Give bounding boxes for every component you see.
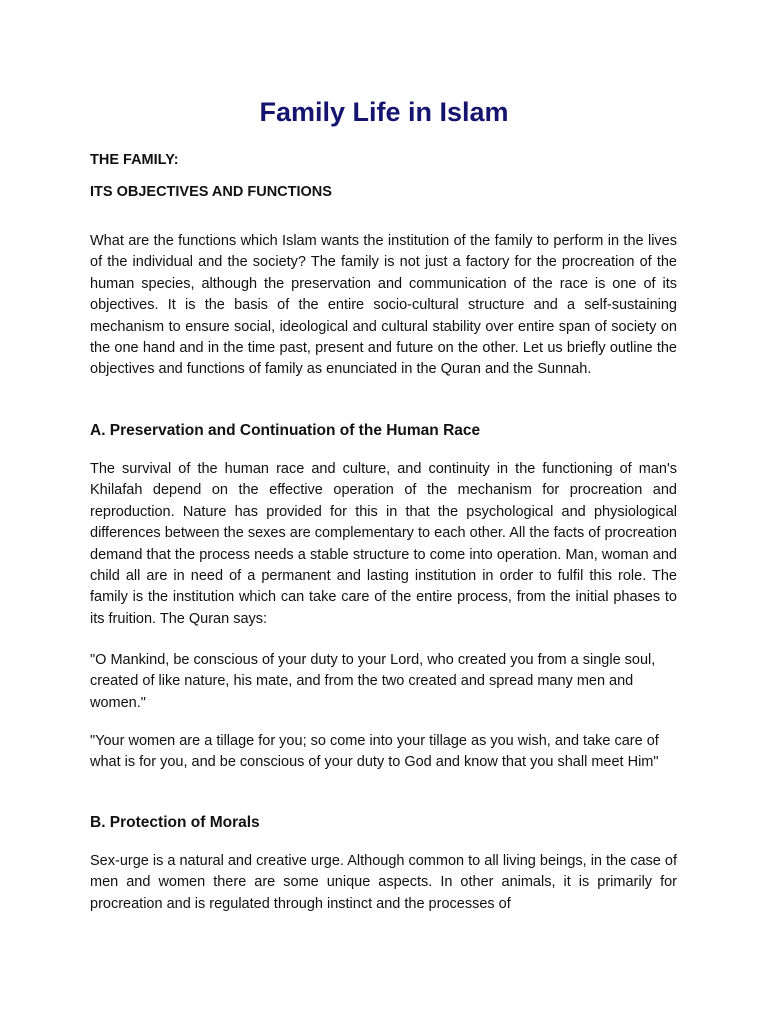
section-a-paragraph: The survival of the human race and culture, and continuity in the functioning of man's Khilafah depend on the effective operation of the mechanism for procreation and reproduction. Nature has provided for this in that the psychological and physiological differences between the sexes are complementary to each other. All the facts of procreation demand that the process needs a stable structure to come into operation. Man, woman and child all are in need of a permanent and lasting institution in order to fulfil this role. The family is the institution which can take care of the entire process, from the initial phases to its fruition. The Quran says: bbox=[90, 461, 677, 627]
section-a-heading: A. Preservation and Continuation of the Human Race bbox=[90, 422, 481, 439]
subheading-objectives: ITS OBJECTIVES AND FUNCTIONS bbox=[90, 184, 332, 200]
subheading-the-family: THE FAMILY: bbox=[90, 152, 179, 168]
intro-paragraph: What are the functions which Islam wants the institution of the family to perform in the lives of the individual and the society? The family is not just a factory for the procreation of the human species, although the preservation and communication of the race is one of its objectives. It is the basis of the entire socio-cultural structure and a self-sustaining mechanism to ensure social, ideological and cultural stability over entire span of society on the one hand and in the time past, present and future on the other. Let us briefly outline the objectives and functions of family as enunciated in the Quran and the Sunnah. bbox=[90, 233, 677, 378]
section-b-heading: B. Protection of Morals bbox=[90, 814, 260, 831]
section-b-paragraph: Sex-urge is a natural and creative urge. Although common to all living beings, in the case of men and women there are some unique aspects. In other animals, it is primarily for procreation and is regulated through instinct and the processes of bbox=[90, 853, 677, 912]
quote-paragraph: "Your women are a tillage for you; so come into your tillage as you wish, and take care of what is for you, and be conscious of your duty to God and know that you shall meet Him" bbox=[90, 733, 659, 771]
document-title: Family Life in Islam bbox=[259, 97, 509, 127]
quote-paragraph: "O Mankind, be conscious of your duty to your Lord, who created you from a single soul, created of like nature, his mate, and from the two created and spread many men and women." bbox=[90, 652, 656, 711]
